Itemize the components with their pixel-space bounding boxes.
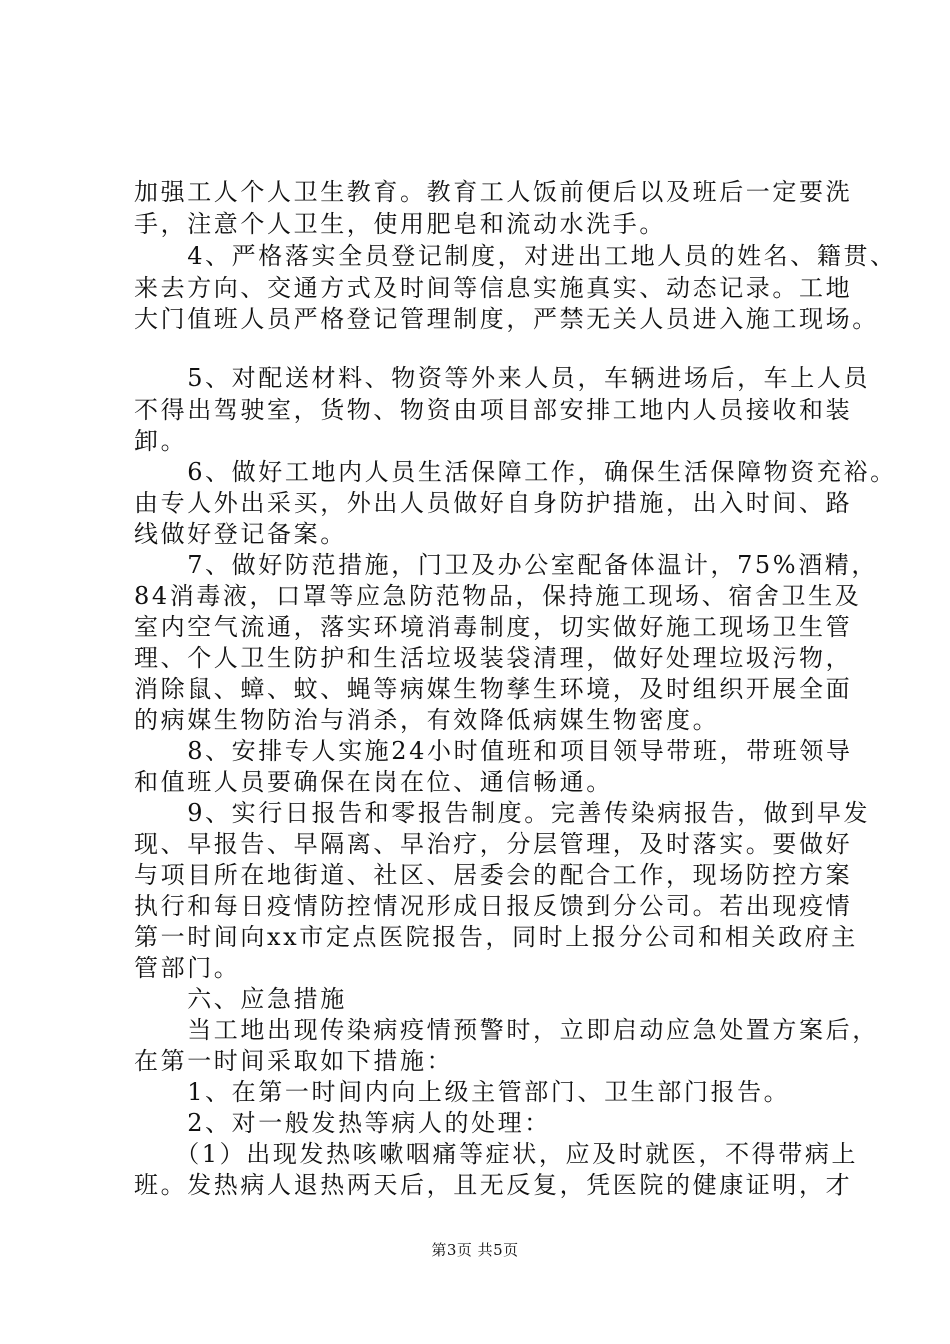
text-line: 由专人外出采买，外出人员做好自身防护措施，出入时间、路 (134, 489, 853, 517)
text-line: 班。发热病人退热两天后，且无反复，凭医院的健康证明，才 (134, 1171, 853, 1199)
text-line: 与项目所在地街道、社区、居委会的配合工作，现场防控方案 (134, 861, 853, 889)
text-line: 消除鼠、蟑、蚊、蝇等病媒生物孳生环境，及时组织开展全面 (134, 675, 853, 703)
text-line: 理、个人卫生防护和生活垃圾装袋清理，做好处理垃圾污物， (134, 644, 853, 672)
text-line: 第一时间向xx市定点医院报告，同时上报分公司和相关政府主 (134, 923, 858, 951)
text-line: 不得出驾驶室，货物、物资由项目部安排工地内人员接收和装 (134, 396, 853, 424)
text-line: 1、在第一时间内向上级主管部门、卫生部门报告。 (134, 1078, 791, 1106)
text-line: 大门值班人员严格登记管理制度，严禁无关人员进入施工现场。 (134, 305, 879, 333)
text-line: 管部门。 (134, 954, 241, 982)
text-line: 执行和每日疫情防控情况形成日报反馈到分公司。若出现疫情 (134, 892, 853, 920)
text-line: 当工地出现传染病疫情预警时，立即启动应急处置方案后， (134, 1016, 879, 1044)
text-line: （1）出现发热咳嗽咽痛等症状，应及时就医，不得带病上 (134, 1140, 859, 1168)
page-number-footer: 第3页 共5页 (431, 1241, 519, 1259)
text-line: 84消毒液，口罩等应急防范物品，保持施工现场、宿舍卫生及 (134, 582, 862, 610)
text-line: 室内空气流通，落实环境消毒制度，切实做好施工现场卫生管 (134, 613, 853, 641)
text-line: 8、安排专人实施24小时值班和项目领导带班，带班领导 (134, 737, 853, 765)
text-line: 6、做好工地内人员生活保障工作，确保生活保障物资充裕。 (134, 458, 897, 486)
text-line: 和值班人员要确保在岗在位、通信畅通。 (134, 768, 613, 796)
text-line: 5、对配送材料、物资等外来人员，车辆进场后，车上人员 (134, 364, 871, 392)
text-line: 9、实行日报告和零报告制度。完善传染病报告，做到早发 (134, 799, 871, 827)
text-line: 的病媒生物防治与消杀，有效降低病媒生物密度。 (134, 706, 720, 734)
text-line: 7、做好防范措施，门卫及办公室配备体温计，75%酒精， (134, 551, 879, 579)
text-line: 2、对一般发热等病人的处理： (134, 1109, 551, 1137)
section-heading: 六、应急措施 (134, 985, 347, 1013)
text-line: 卸。 (134, 427, 188, 455)
text-line: 手，注意个人卫生，使用肥皂和流动水洗手。 (134, 210, 666, 238)
text-line: 加强工人个人卫生教育。教育工人饭前便后以及班后一定要洗 (134, 178, 853, 206)
text-line: 线做好登记备案。 (134, 520, 347, 548)
text-line: 现、早报告、早隔离、早治疗，分层管理，及时落实。要做好 (134, 830, 853, 858)
text-line: 在第一时间采取如下措施： (134, 1047, 454, 1075)
text-line: 来去方向、交通方式及时间等信息实施真实、动态记录。工地 (134, 274, 853, 302)
text-line: 4、严格落实全员登记制度，对进出工地人员的姓名、籍贯、 (134, 242, 897, 270)
